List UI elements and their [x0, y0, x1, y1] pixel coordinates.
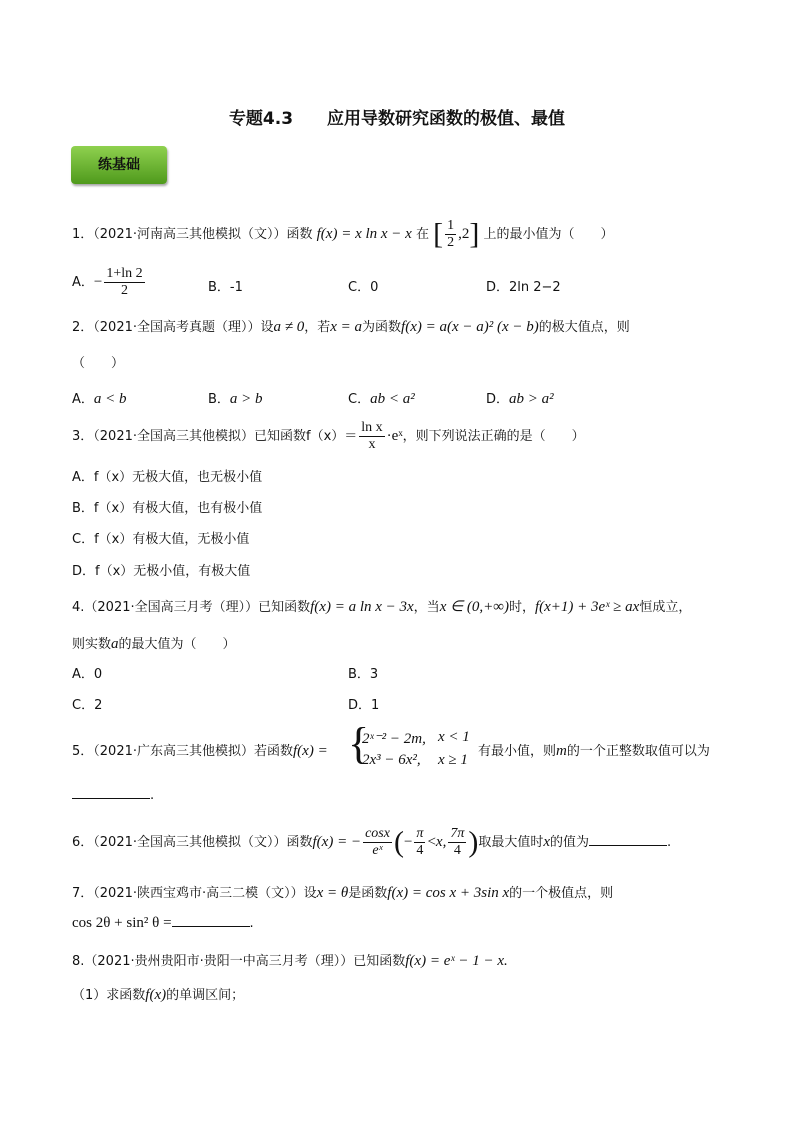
q4-option-a: A．0 [72, 667, 103, 682]
question-7: 7．（2021·陕西宝鸡市·高三二模（文））设x = θ是函数f(x) = cos x + 3sin x的一个极值点，则 [72, 885, 614, 901]
section-badge: 练基础 [71, 146, 167, 184]
q1-mid: 在 [415, 227, 429, 242]
q5-brace: { [348, 719, 370, 768]
q1-option-b: B．-1 [208, 280, 243, 295]
question-3: 3．（2021·全国高三其他模拟）已知函数f（x）＝ $\frac{\text{ln x}}{x}$ ·eˣ，则下列说法正确的是（ ） [72, 420, 585, 452]
q4-option-b: B．3 [348, 667, 379, 682]
q1-stem: 1．（2021·河南高三其他模拟（文））函数 [72, 227, 313, 242]
q2-option-a: A．a < b [72, 391, 127, 407]
q2-paren: （ ） [72, 356, 125, 371]
question-8: 8.（2021·贵州贵阳市·贵阳一中高三月考（理））已知函数f(x) = eˣ − 1 − x. [72, 953, 508, 969]
q5-stem: 5．（2021·广东高三其他模拟）若函数f(x) = [72, 743, 328, 759]
q1-interval-fraction: $\frac{1}{2}$ [447, 218, 455, 250]
question-1: 1．（2021·河南高三其他模拟（文））函数 f(x) = x ln x − x 在 [ $\frac{1}{2}$ ,2] 上的最小值为（ ） [72, 217, 614, 251]
q4-option-d: D．1 [348, 698, 380, 713]
question-2: 2．（2021·全国高考真题（理））设a ≠ 0，若x = a为函数f(x) = a(x − a)² (x − b)的极大值点，则 [72, 319, 630, 335]
q5-case-2: 2x³ − 6x², [362, 752, 421, 768]
q1-function: f(x) = x ln x − x [316, 226, 412, 242]
q5-case-1-cond: x < 1 [438, 729, 470, 745]
q4-option-c: C．2 [72, 698, 103, 713]
q2-option-c: C．ab < a² [348, 391, 415, 407]
q1-tail: 上的最小值为（ ） [483, 227, 614, 242]
q5-answer-blank[interactable]: . [72, 786, 154, 803]
q1-option-d: D．2ln 2−2 [486, 280, 561, 295]
question-4: 4.（2021·全国高三月考（理））已知函数f(x) = a ln x − 3x，当x ∈ (0,+∞)时，f(x+1) + 3eˣ ≥ ax恒成立， [72, 599, 692, 615]
page-title: 专题4.3 应用导数研究函数的极值、最值 [228, 109, 566, 129]
q3-option-a: A．f（x）无极大值，也无极小值 [72, 470, 263, 485]
q1-interval-right: ,2 [458, 226, 470, 242]
q1-option-a: A．− $\frac{1+\ln 2}{2}$ [72, 266, 143, 298]
q4-line-2: 则实数a的最大值为（ ） [72, 636, 236, 652]
q2-option-b: B．a > b [208, 391, 263, 407]
q7-answer-line: cos 2θ + sin² θ = . [72, 915, 254, 931]
q1-option-c: C．0 [348, 280, 379, 295]
q5-case-1: 2ˣ⁻² − 2m, [362, 731, 426, 747]
q5-case-2-cond: x ≥ 1 [438, 752, 468, 768]
q7-answer-blank[interactable] [172, 914, 250, 927]
q3-option-c: C．f（x）有极大值，无极小值 [72, 532, 250, 547]
q3-option-b: B．f（x）有极大值，也有极小值 [72, 501, 263, 516]
question-6: 6．（2021·全国高三其他模拟（文））函数f(x) = − $\frac{\cos x}{\text{eˣ}}$ (− $\frac{\pi}{4}$ <x, $\frac{7\pi}{4}$ )取最大值时x的值为 . [72, 825, 672, 859]
q8-subquestion-1: （1）求函数f(x)的单调区间； [72, 987, 245, 1003]
q2-option-d: D．ab > a² [486, 391, 554, 407]
q5-tail: 有最小值，则m的一个正整数取值可以为 [478, 743, 710, 759]
q3-option-d: D．f（x）无极小值，有极大值 [72, 564, 251, 579]
